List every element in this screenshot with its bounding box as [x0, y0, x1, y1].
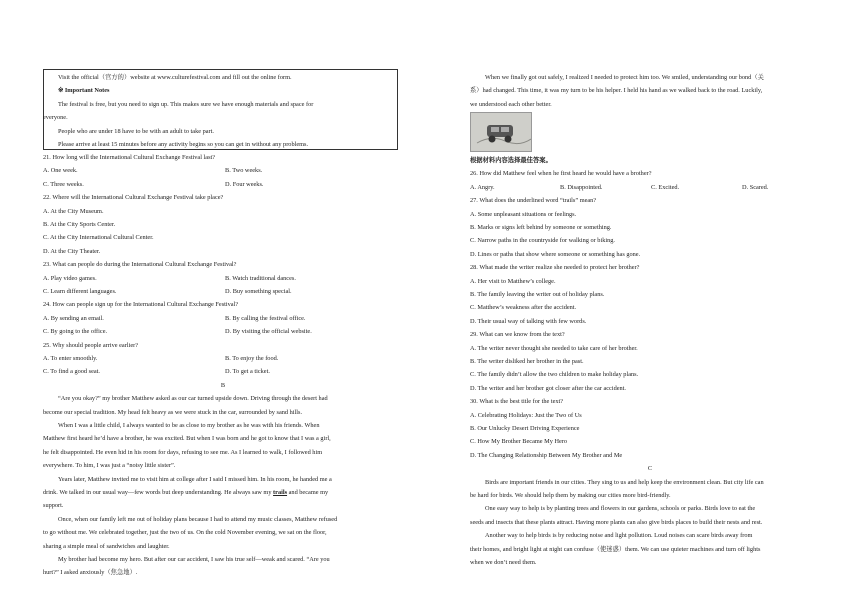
answer-option[interactable]: A. To enter smoothly. [43, 355, 98, 362]
answer-option[interactable]: B. Two weeks. [225, 167, 263, 175]
question-stem: 30. What is the best title for the text? [470, 398, 564, 406]
question-stem: 24. How can people sign up for the International Cultural Exchange Festival? [43, 301, 239, 309]
section-heading-c: C [647, 465, 653, 473]
passage-line: drink. We talked in our usual way—few words but deep understanding. He always saw my trails and became my [43, 489, 329, 496]
question-stem: 23. What can people do during the International Cultural Exchange Festival? [43, 261, 237, 269]
answer-option[interactable]: B. Marks or signs left behind by someone or something. [470, 224, 612, 231]
answer-option[interactable]: C. Excited. [651, 183, 680, 191]
passage-line: Once, when our family left me out of holiday plans because I had to attend my music classes, Matthew refused [58, 515, 338, 523]
answer-option[interactable]: A. Some unpleasant situations or feelings. [470, 210, 577, 218]
passage-line: when we don’t need them. [470, 559, 537, 566]
answer-option[interactable]: C. Matthew’s weakness after the accident. [470, 304, 577, 312]
notes-line: everyone. [43, 114, 68, 122]
answer-option[interactable]: B. By calling the festival office. [225, 314, 306, 322]
passage-line: When we finally got out safely, I realized I needed to protect him too. We smiled, understanding our bond（关 [485, 74, 764, 81]
answer-option[interactable]: D. By visiting the official website. [225, 328, 312, 336]
notes-line: Please arrive at least 15 minutes before any activity begins so you can get in without any problems. [58, 141, 309, 148]
passage-line: Matthew first heard he’d have a brother, he was excited. But when I was born and he got to know that I was a girl, [43, 435, 331, 443]
answer-option[interactable]: D. Scared. [742, 183, 769, 191]
passage-line: become our special tradition. My head felt heavy as we were stuck in the car, surrounded by sand hills. [43, 408, 303, 416]
question-stem: 27. What does the underlined word “trails” mean? [470, 197, 597, 205]
passage-line: One easy way to help is by planting trees and flowers in our gardens, schools or parks. Birds love to eat the [485, 505, 756, 513]
passage-line: their homes, and bright light at night can confuse（使迷惑）them. We can use quieter machines and turn off lights [470, 545, 761, 553]
passage-line: support. [43, 502, 64, 510]
passage-line: My brother had become my hero. But after our car accident, I saw his true self—weak and scared. “Are you [58, 556, 330, 563]
answer-option[interactable]: A. Celebrating Holidays: Just the Two of Us [470, 411, 582, 419]
underlined-word: trails [273, 489, 288, 496]
instruction-line: 根据材料内容选择最佳答案。 [470, 157, 552, 164]
notes-line: The festival is free, but you need to sign up. This makes sure we have enough materials and space for [58, 100, 314, 108]
answer-option[interactable]: B. Disappointed. [560, 183, 603, 191]
question-stem: 29. What can we know from the text? [470, 331, 565, 339]
answer-option[interactable]: D. The Changing Relationship Between My Brother and Me [470, 451, 623, 459]
option-row [43, 167, 403, 175]
answer-option[interactable]: D. To get a ticket. [225, 368, 270, 376]
answer-option[interactable]: C. By going to the office. [43, 328, 108, 336]
passage-line: When I was a little child, I always wanted to be as close to my brother as he was with his friends. When [58, 422, 320, 429]
answer-option[interactable]: C. Learn different languages. [43, 288, 117, 295]
answer-option[interactable]: D. The writer and her brother got closer after the car accident. [470, 384, 627, 392]
notes-line: Visit the official（官方的）website at www.culturefestival.com and fill out the online form. [58, 74, 292, 81]
passage-line: we understood each other better. [470, 100, 552, 108]
question-stem: 21. How long will the International Cultural Exchange Festival last? [43, 154, 216, 161]
answer-option[interactable]: D. Buy something special. [225, 288, 292, 295]
answer-option[interactable]: C. The family didn’t allow the two children to make holiday plans. [470, 371, 639, 379]
answer-option[interactable]: C. Three weeks. [43, 180, 84, 188]
option-row [470, 184, 830, 192]
answer-option[interactable]: B. Our Unlucky Desert Driving Experience [470, 425, 580, 432]
answer-option[interactable]: A. Her visit to Matthew’s college. [470, 277, 556, 285]
option-row [43, 368, 403, 376]
answer-option[interactable]: A. At the City Museum. [43, 207, 104, 215]
answer-option[interactable]: B. Watch traditional dances. [225, 274, 296, 282]
passage-line: seeds and insects that these plants attract. Having more plants can also give birds places to build their nests and rest. [470, 518, 763, 526]
option-row [43, 275, 403, 283]
passage-line: hurt?” I asked anxiously（焦急地）. [43, 569, 138, 577]
option-row [43, 288, 403, 296]
answer-option[interactable]: D. Their usual way of talking with few words. [470, 317, 587, 325]
answer-option[interactable]: A. The writer never thought she needed to take care of her brother. [470, 344, 638, 352]
passage-line: everywhere. To him, I was just a “noisy little sister”. [43, 462, 176, 470]
passage-line: 系）had changed. This time, it was my turn to be his helper. I held his hand as we walked back to the road. Luckily, [470, 87, 763, 95]
option-row [43, 328, 403, 336]
question-stem: 28. What made the writer realize she needed to protect her brother? [470, 264, 640, 272]
question-stem: 22. Where will the International Cultural Exchange Festival take place? [43, 194, 224, 202]
option-row [43, 181, 403, 189]
passage-line: “Are you okay?” my brother Matthew asked as our car turned upside down. Driving through the desert had [58, 395, 328, 403]
answer-option[interactable]: A. One week. [43, 167, 78, 175]
option-row [43, 355, 403, 363]
passage-line: be hard for birds. We should help them by making our cities more bird-friendly. [470, 492, 671, 499]
answer-option[interactable]: C. To find a good seat. [43, 368, 100, 376]
answer-option[interactable]: C. Narrow paths in the countryside for walking or biking. [470, 237, 615, 245]
answer-option[interactable]: D. At the City Theater. [43, 247, 101, 255]
passage-line: he felt disappointed. He even hid in his room for days, refusing to see me. As I learned to walk, I followed him [43, 448, 323, 456]
answer-option[interactable]: B. At the City Sports Center. [43, 221, 116, 228]
answer-option[interactable]: A. Angry. [470, 183, 495, 191]
answer-option[interactable]: A. Play video games. [43, 274, 97, 282]
answer-option[interactable]: C. At the City International Cultural Center. [43, 234, 154, 242]
passage-line: to go without me. We celebrated together, just the two of us. On the cold November evening, we sat on the floor, [43, 529, 327, 537]
car-photo-icon [470, 112, 532, 152]
passage-line: Another way to help birds is by reducing noise and light pollution. Loud noises can scare birds away from [485, 532, 753, 540]
notes-line: People who are under 18 have to be with an adult to take part. [58, 127, 214, 135]
passage-line: Birds are important friends in our cities. They sing to us and help keep the environment clean. But city life can [485, 478, 764, 486]
answer-option[interactable]: C. How My Brother Became My Hero [470, 438, 568, 446]
section-heading-b: B [220, 381, 226, 389]
answer-option[interactable]: A. By sending an email. [43, 314, 104, 322]
answer-option[interactable]: D. Lines or paths that show where someone or something has gone. [470, 250, 641, 258]
option-row [43, 315, 403, 323]
question-stem: 25. Why should people arrive earlier? [43, 341, 139, 349]
answer-option[interactable]: D. Four weeks. [225, 180, 264, 188]
question-stem: 26. How did Matthew feel when he first heard he would have a brother? [470, 170, 652, 178]
passage-line: sharing a simple meal of sandwiches and laughter. [43, 542, 170, 550]
passage-line: Years later, Matthew invited me to visit him at college after I said I missed him. In his room, he handed me a [58, 475, 332, 483]
answer-option[interactable]: B. To enjoy the food. [225, 355, 279, 362]
answer-option[interactable]: B. The family leaving the writer out of holiday plans. [470, 291, 605, 298]
notes-line: ※ Important Notes [58, 87, 110, 95]
answer-option[interactable]: B. The writer disliked her brother in the past. [470, 358, 584, 365]
